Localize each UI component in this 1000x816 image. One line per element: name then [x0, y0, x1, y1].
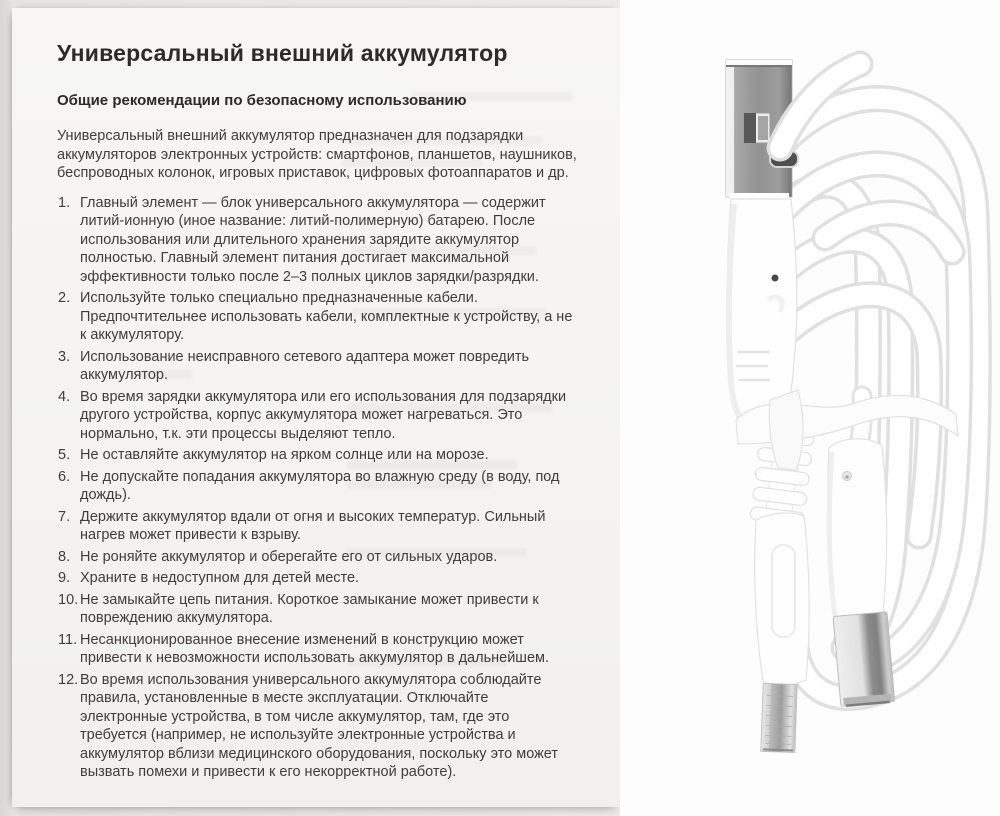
usb-cable-illustration [620, 0, 1000, 816]
list-item: Держите аккумулятор вдали от огня и высоких температур. Сильный нагрев может привести к взрыву. [80, 508, 546, 543]
list-item: Храните в недоступном для детей месте. [80, 570, 360, 586]
micro-usb-connector [755, 513, 810, 753]
list-item: Используйте только специально предназначенные кабели. Предпочтительнее использовать кабели, комплектные к устройству, а не к аккумулятору. [80, 290, 573, 343]
list-item: Главный элемент — блок универсального аккумулятора — содержит литий-ионную (иное название: литий-полимерную) батарею. После использования или длительного хранения зарядите аккумулятор полностью. Главный элемент питания достигает максимальной эффективности только после 2–3 полных циклов зарядки/разрядки. [80, 194, 546, 285]
safety-list [57, 194, 577, 782]
list-item: Во время зарядки аккумулятора или его использования для подзарядки другого устройства, корпус аккумулятора может нагреваться. Это нормально, т.к. эти процессы выделяют тепло. [80, 388, 567, 442]
usb-a-housing [727, 199, 797, 426]
section-heading: Общие рекомендации по безопасному использованию [57, 92, 467, 109]
list-item: Во время использования универсального аккумулятора соблюдайте правила, установленные в месте эксплуатации. Отключайте электронные устройства, в том числе аккумулятор, там, где это требуется (например, не используйте электронные устройства и аккумулятор вблизи медицинского оборудования, поскольку это может вызвать помехи и привести к его некорректной работе). [80, 671, 559, 780]
list-item: Не допускайте попадания аккумулятора во влажную среду (в воду, под дождь). [80, 468, 560, 503]
list-item: Не роняйте аккумулятор и оберегайте его от сильных ударов. [80, 548, 498, 565]
list-item: Не оставляйте аккумулятор на ярком солнце или на морозе. [80, 447, 489, 463]
cable-photo [620, 0, 1000, 816]
micro-usb-metal-tip [761, 683, 797, 752]
page-content [57, 38, 587, 785]
list-item: Использование неисправного сетевого адаптера может повредить аккумулятор. [80, 348, 530, 383]
usb-connector-middle [828, 439, 895, 706]
instruction-sheet [12, 8, 620, 807]
list-item: Несанкционированное внесение изменений в конструкцию может привести к невозможности использовать аккумулятор в дальнейшем. [80, 631, 550, 666]
intro-paragraph: Универсальный внешний аккумулятор предназначен для подзарядки аккумуляторов электронных устройств: смартфонов, планшетов, наушников, беспроводных колонок, игровых приставок, цифровых фотоаппаратов и др. [57, 128, 577, 181]
housing-dot [772, 275, 779, 282]
list-item: Не замыкайте цепь питания. Короткое замыкание может привести к повреждению аккумулятора. [80, 591, 539, 626]
page-title: Универсальный внешний аккумулятор [57, 40, 508, 66]
